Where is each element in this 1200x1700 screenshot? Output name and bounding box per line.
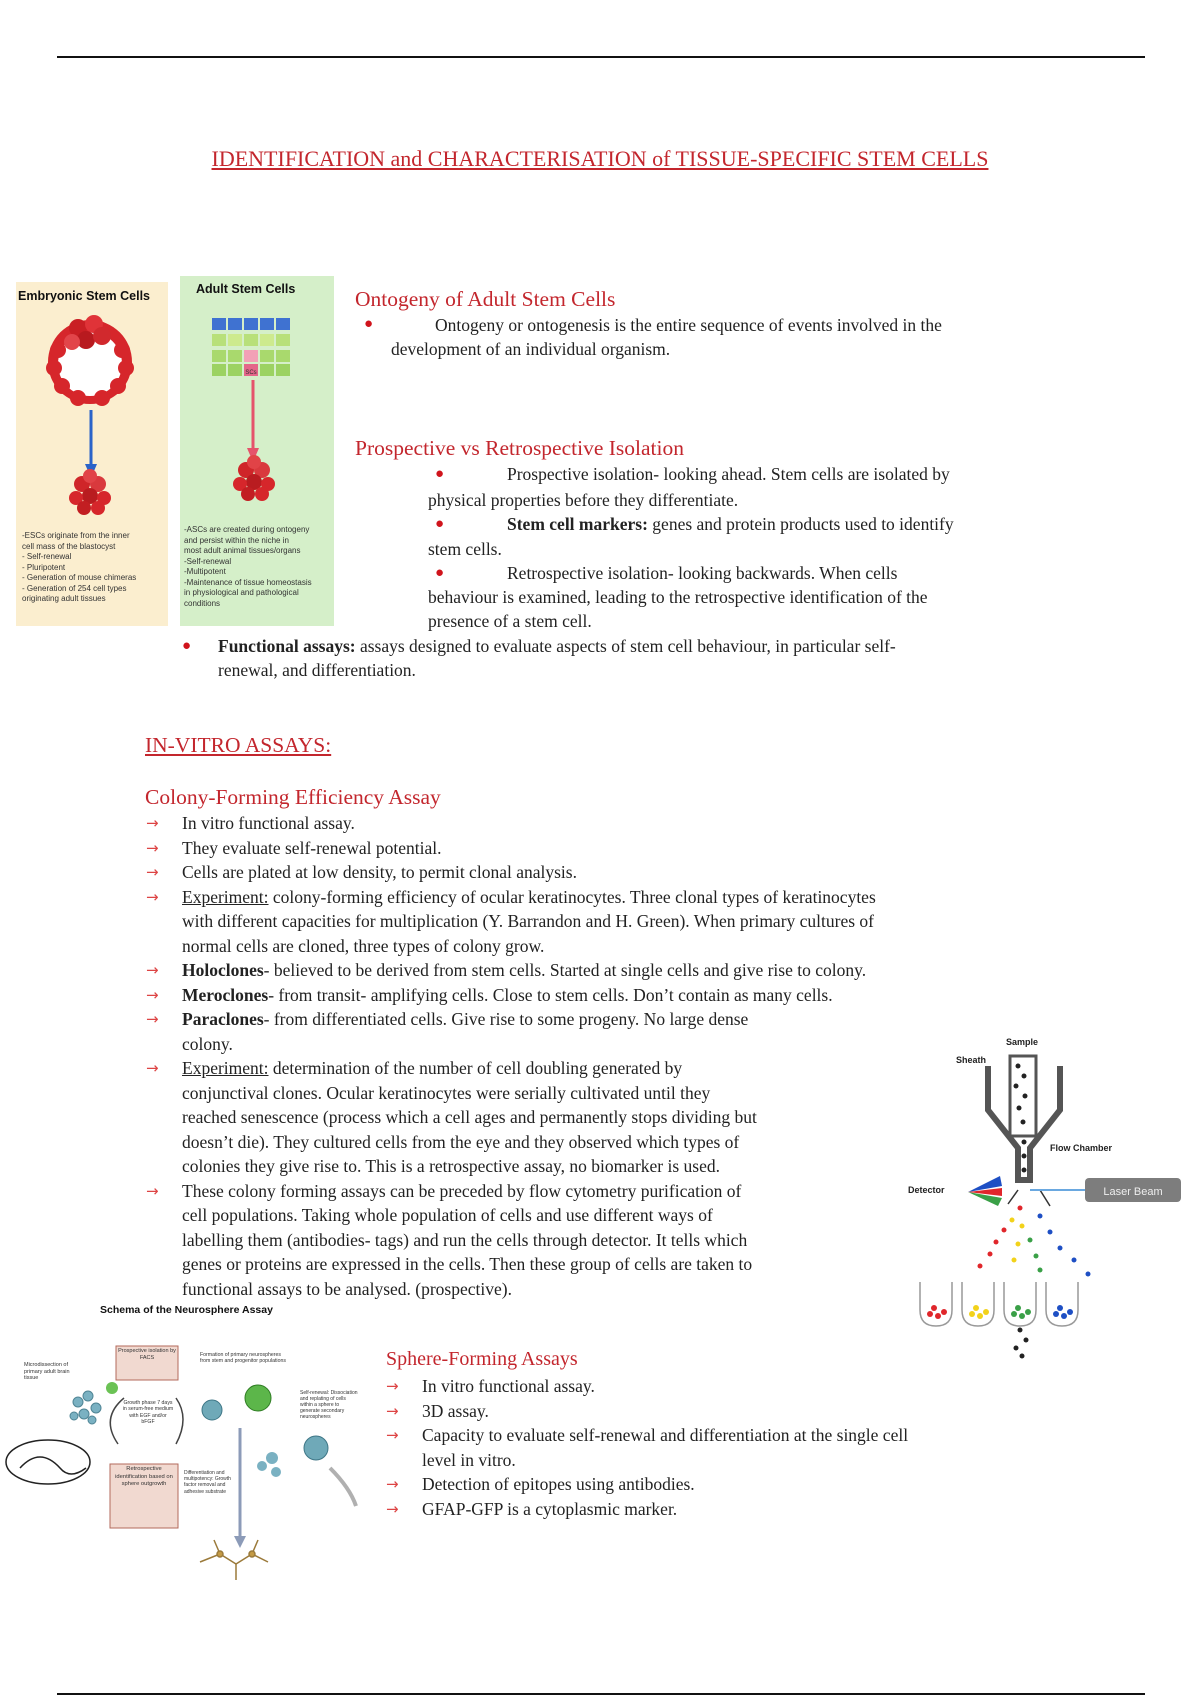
list-item-text: colonies they give rise to. This is a retrospective assay, no biomarker is used. <box>182 1156 720 1176</box>
arrow-icon: → <box>386 1401 399 1420</box>
detector-icon <box>968 1176 1002 1206</box>
asc-note: most adult animal tissues/organs <box>184 546 301 555</box>
functional-assays-line-2: renewal, and differentiation. <box>218 660 416 680</box>
esc-note: cell mass of the blastocyst <box>22 541 116 551</box>
list-item <box>386 1399 1086 1424</box>
blastocyst-icon <box>46 315 134 406</box>
list-item-text: In vitro functional assay. <box>182 813 355 833</box>
waste-cells <box>1014 1328 1029 1359</box>
niche-diagram <box>180 298 334 528</box>
list-item <box>386 1374 1086 1399</box>
list-item <box>386 1423 1086 1472</box>
experiment-label: Experiment: <box>182 886 269 907</box>
flow-label-chamber: Flow Chamber <box>1050 1143 1113 1153</box>
bullet-icon: ● <box>364 316 374 332</box>
esc-notes <box>22 531 136 605</box>
ontogeny-line-2: development of an individual organism. <box>391 339 671 359</box>
arrow-icon: → <box>146 1010 159 1028</box>
bottom-rule <box>57 1693 1145 1695</box>
asc-note: -Self-renewal <box>184 556 232 566</box>
flow-label-laser: Laser Beam <box>1103 1186 1163 1198</box>
list-item-text: normal cells are cloned, three types of colony grow. <box>182 935 545 956</box>
sphere-heading: Sphere-Forming Assays <box>386 1348 578 1370</box>
list-item-text: - from transit- amplifying cells. Close to stem cells. Don’t contain as many cells. <box>268 984 833 1005</box>
esc-cluster-icon <box>69 469 111 515</box>
list-item-text: colony. <box>182 1033 233 1054</box>
arrow-icon: → <box>146 985 159 1004</box>
collection-tubes <box>920 1282 1078 1326</box>
list-item <box>146 958 1046 983</box>
list-item-text: reached senescence (process which a cell ages and permanently stops dividing but <box>182 1107 757 1127</box>
functional-assays-line-1 <box>218 634 896 659</box>
asc-cluster-icon <box>233 455 275 501</box>
list-item-text: labelling them (antibodies- tags) and run the cells through detector. It tells which <box>182 1229 748 1250</box>
paraclones-term: Paraclones <box>182 1009 264 1029</box>
esc-note: - Self-renewal <box>22 552 72 561</box>
sphere-list <box>386 1374 1086 1521</box>
asc-center-label: SCs <box>245 370 257 376</box>
list-item-text: doesn’t die). They cultured cells from the eye and they observed which types of <box>182 1131 740 1152</box>
list-item-text: In vitro functional assay. <box>422 1376 595 1396</box>
neuron-icon <box>200 1540 268 1580</box>
list-item <box>146 860 1046 885</box>
asc-notes <box>184 525 312 609</box>
list-item-text: colony-forming efficiency of ocular keratinocytes. Three clonal types of keratinocytes <box>268 886 876 907</box>
arrow-icon: → <box>146 838 159 857</box>
neuro-fig-title: Schema of the Neurosphere Assay <box>100 1304 273 1316</box>
neuro-label-microdissection: Microdissection of primary adult brain tissue <box>24 1362 70 1381</box>
bullet-icon: ● <box>435 516 445 532</box>
ontogeny-line-1: Ontogeny or ontogenesis is the entire sequence of events involved in the <box>435 315 942 335</box>
neuro-label-prospective: Prospective isolation by FACS <box>118 1348 176 1361</box>
list-item-text: Detection of epitopes using antibodies. <box>422 1474 695 1494</box>
arrow-icon: → <box>146 814 159 832</box>
top-rule <box>57 56 1145 58</box>
list-item-text: - believed to be derived from stem cells. Started at single cells and give rise to colony. <box>263 960 867 980</box>
list-item-text: level in vitro. <box>422 1449 516 1470</box>
ontogeny-heading: Ontogeny of Adult Stem Cells <box>355 287 616 311</box>
stem-cell-markers-term: Stem cell markers: <box>507 514 648 534</box>
blastocyst-diagram <box>16 306 168 536</box>
list-item-text: These colony forming assays can be preceded by flow cytometry purification of <box>182 1180 742 1201</box>
brain-icon <box>6 1440 90 1484</box>
esc-note: -ESCs originate from the inner <box>22 531 130 540</box>
list-item <box>146 811 1046 836</box>
asc-note: conditions <box>184 598 221 608</box>
prospective-b1-line-2: physical properties before they differentiate. <box>428 490 739 510</box>
neuro-label-differentiation: Differentiation and multipotency: Growth factor removal and adhesive substrate <box>184 1470 231 1495</box>
esc-note: - Generation of 254 cell types <box>22 583 127 593</box>
flow-label-sample: Sample <box>1006 1037 1039 1047</box>
invitro-heading: IN-VITRO ASSAYS: <box>145 733 332 757</box>
arrow-icon: → <box>386 1475 399 1493</box>
colony-heading: Colony-Forming Efficiency Assay <box>145 785 441 809</box>
arrow-icon: → <box>146 863 159 881</box>
list-item-text: cell populations. Taking whole population of cells and use different ways of <box>182 1205 713 1225</box>
prospective-heading: Prospective vs Retrospective Isolation <box>355 436 684 460</box>
list-item <box>146 836 1046 861</box>
neuro-label-selfrenewal: Self-renewal: Dissociation and replating of cells within a sphere to generate secondary neurospheres <box>300 1390 358 1420</box>
meroclones-term: Meroclones <box>182 984 269 1005</box>
neuro-label-growth: Growth phase 7 days in serum-free medium with EGF and/or bFGF <box>122 1400 174 1426</box>
prospective-b1-line-1: Prospective isolation- looking ahead. Stem cells are isolated by <box>507 464 950 484</box>
asc-note: -ASCs are created during ontogeny <box>184 525 310 534</box>
list-item <box>386 1472 1086 1497</box>
functional-assays-def: assays designed to evaluate aspects of stem cell behaviour, in particular self- <box>355 636 896 656</box>
prospective-b2-line-1 <box>507 512 954 537</box>
esc-panel-title: Embryonic Stem Cells <box>18 289 150 303</box>
arrow-icon: → <box>386 1426 399 1444</box>
list-item-text: - from differentiated cells. Give rise to some progeny. No large dense <box>263 1009 749 1029</box>
bullet-icon: ● <box>435 565 445 581</box>
experiment-label: Experiment: <box>182 1058 269 1078</box>
list-item-text: They evaluate self-renewal potential. <box>182 837 442 858</box>
functional-assays-term: Functional assays: <box>218 636 356 656</box>
list-item-text: GFAP-GFP is a cytoplasmic marker. <box>422 1498 678 1519</box>
asc-note: and persist within the niche in <box>184 535 289 545</box>
asc-panel-title: Adult Stem Cells <box>196 282 296 296</box>
flow-cytometry-diagram <box>900 1030 1190 1360</box>
list-item-text: functional assays to be analysed. (prospective). <box>182 1278 512 1299</box>
list-item-text: Cells are plated at low density, to permit clonal analysis. <box>182 862 577 882</box>
arrow-icon: → <box>146 887 159 906</box>
esc-panel <box>16 282 168 626</box>
neuro-label-retrospective: Retrospective identification based on sphere outgrowth <box>115 1466 173 1488</box>
esc-note: - Pluripotent <box>22 562 66 572</box>
page-title: IDENTIFICATION and CHARACTERISATION of TISSUE-SPECIFIC STEM CELLS <box>211 146 989 171</box>
list-item-text: with different capacities for multiplication (Y. Barrandon and H. Green). When primary cultures of <box>182 911 875 931</box>
list-item-text: 3D assay. <box>422 1400 489 1421</box>
sorted-droplets <box>978 1206 1091 1277</box>
asc-panel <box>180 276 334 626</box>
prospective-b3-line-3: presence of a stem cell. <box>428 611 592 631</box>
neuro-label-formation: Formation of primary neurospheres from stem and progenitor populations <box>200 1352 286 1365</box>
list-item-text: Capacity to evaluate self-renewal and differentiation at the single cell <box>422 1425 909 1445</box>
arrow-icon: → <box>146 1059 159 1077</box>
flow-label-sheath: Sheath <box>956 1055 987 1065</box>
list-item <box>146 983 1046 1008</box>
arrow-icon: → <box>146 1181 159 1200</box>
prospective-b3-line-1: Retrospective isolation- looking backwards. When cells <box>507 563 898 583</box>
stem-cell-markers-def: genes and protein products used to identify <box>647 514 954 534</box>
list-item <box>386 1497 1086 1522</box>
arrow-icon: → <box>386 1377 399 1395</box>
asc-note: -Multipotent <box>184 567 226 576</box>
esc-note: - Generation of mouse chimeras <box>22 573 137 582</box>
prospective-b2-line-2: stem cells. <box>428 539 502 559</box>
niche-grid-icon <box>212 318 290 376</box>
arrow-icon: → <box>386 1499 399 1518</box>
holoclones-term: Holoclones <box>182 960 264 980</box>
bullet-icon: ● <box>182 638 192 654</box>
asc-note: in physiological and pathological <box>184 588 299 597</box>
list-item <box>146 885 1046 959</box>
esc-note: originating adult tissues <box>22 594 106 603</box>
bullet-icon: ● <box>435 466 445 482</box>
list-item-text: genes or proteins are expressed in the cells. Then these group of cells are taken to <box>182 1254 753 1274</box>
flow-label-detector: Detector <box>908 1185 945 1195</box>
arrow-icon: → <box>146 961 159 979</box>
prospective-b3-line-2: behaviour is examined, leading to the retrospective identification of the <box>428 587 928 607</box>
asc-note: -Maintenance of tissue homeostasis <box>184 577 312 587</box>
list-item-text: conjunctival clones. Ocular keratinocytes were serially cultivated until they <box>182 1082 711 1103</box>
list-item-text: determination of the number of cell doubling generated by <box>268 1058 683 1078</box>
neurosphere-diagram <box>0 1318 360 1588</box>
